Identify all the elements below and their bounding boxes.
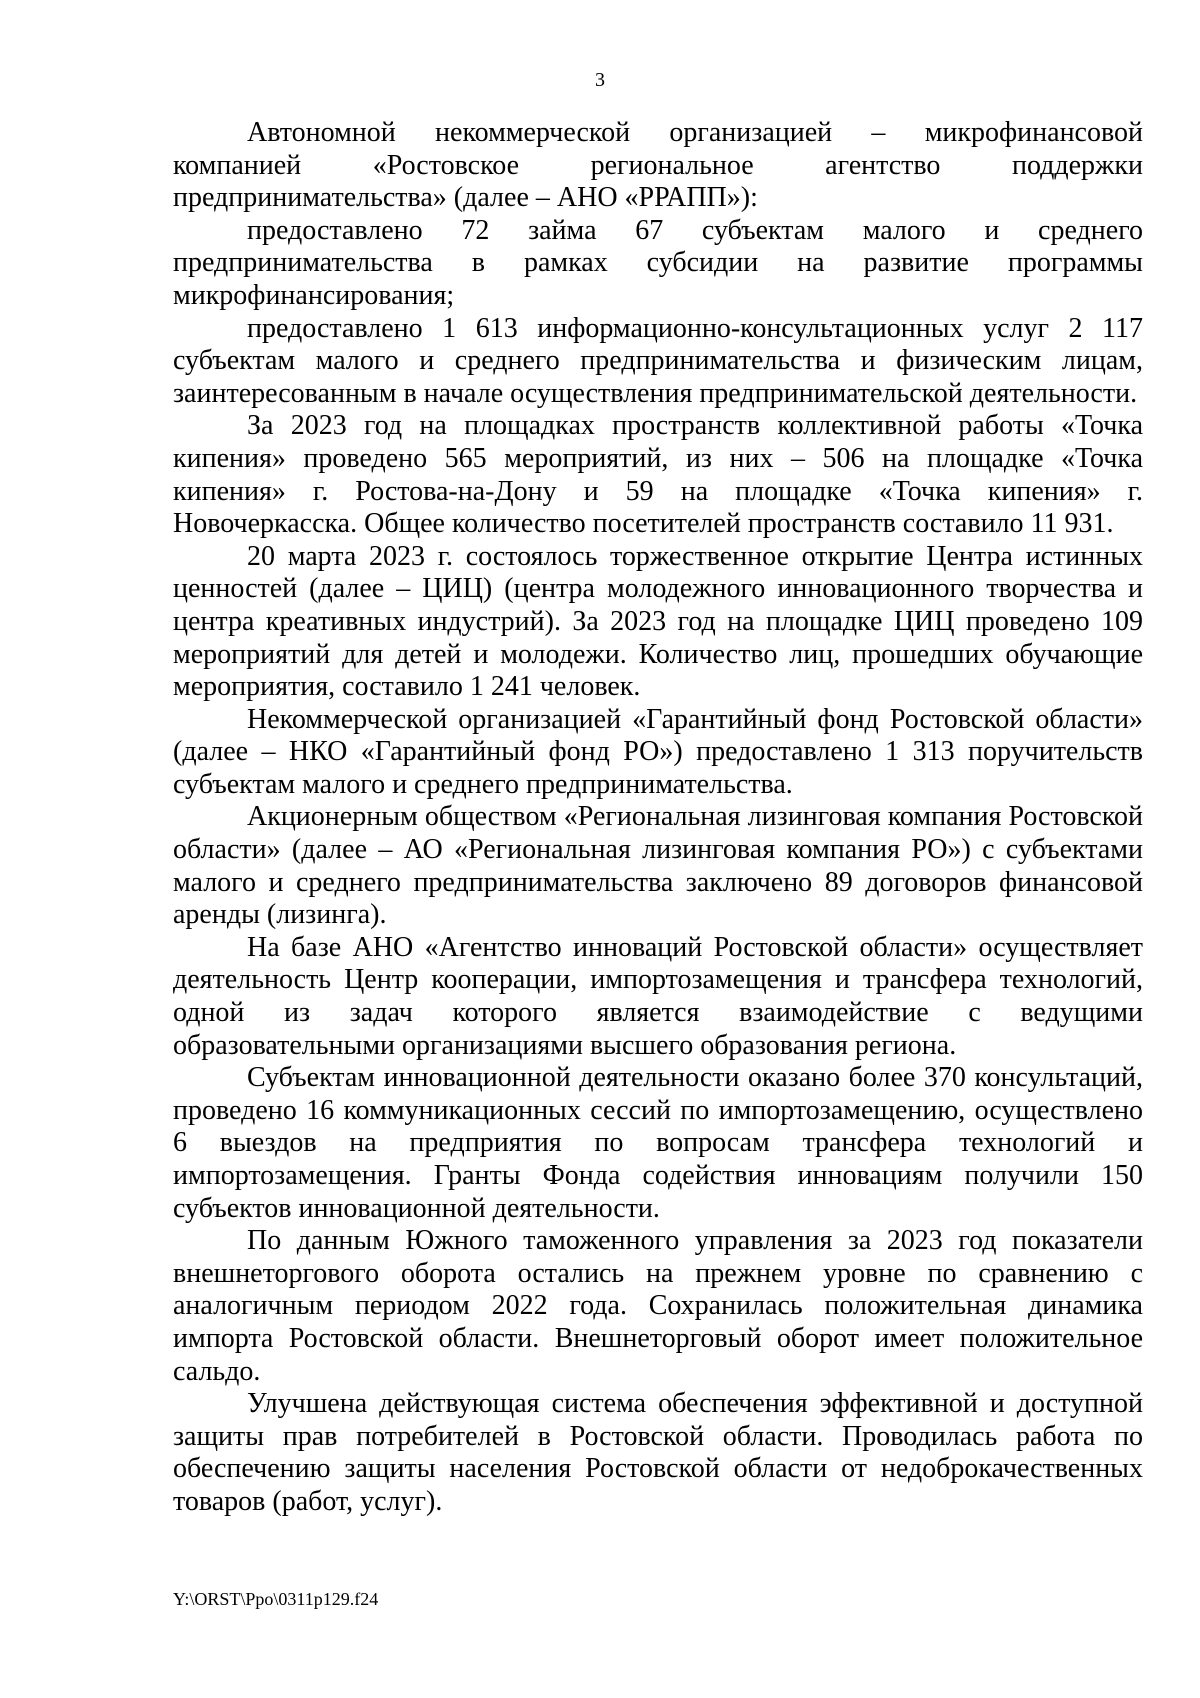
paragraph-loans: предоставлено 72 займа 67 субъектам малого и среднего предпринимательства в рамках субсидии на развитие программы микрофинансирования; — [173, 214, 1143, 311]
paragraph-foreign-trade: По данным Южного таможенного управления за 2023 год показатели внешнеторгового оборота остались на прежнем уровне по сравнению с аналогичным периодом 2022 года. Сохранилась положительная динамика импорта Ростовской области. Внешнеторговый оборот имеет положительное сальдо. — [173, 1225, 1143, 1387]
page-number: 3 — [595, 69, 605, 91]
paragraph-tochka-kipeniya: За 2023 год на площадках пространств коллективной работы «Точка кипения» проведено 565 мероприятий, из них – 506 на площадке «Точка кипения» г. Ростова-на-Дону и 59 на площадке «Точка кипения» г. Новочеркасска. Общее количество посетителей пространств составило 11 931. — [173, 410, 1143, 540]
paragraph-leasing-company: Акционерным обществом «Региональная лизинговая компания Ростовской области» (далее – АО «Региональная лизинговая компания РО») с субъектами малого и среднего предпринимательства заключено 89 договоров финансовой аренды (лизинга). — [173, 801, 1143, 931]
paragraph-innovation-consultations: Субъектам инновационной деятельности оказано более 370 консультаций, проведено 16 коммуникационных сессий по импортозамещению, осуществлено 6 выездов на предприятия по вопросам трансфера технологий и импортозамещения. Гранты Фонда содействия инновациям получили 150 субъектов инновационной деятельности. — [173, 1062, 1143, 1224]
paragraph-cic-opening: 20 марта 2023 г. состоялось торжественное открытие Центра истинных ценностей (далее – ЦИЦ) (центра молодежного инновационного творчества и центра креативных индустрий). За 2023 год на площадке ЦИЦ проведено 109 мероприятий для детей и молодежи. Количество лиц, прошедших обучающие мероприятия, составило 1 241 человек. — [173, 540, 1143, 703]
footer-file-path: Y:\ORST\Ppo\0311p129.f24 — [173, 1589, 379, 1609]
paragraph-consumer-protection: Улучшена действующая система обеспечения эффективной и доступной защиты прав потребителей в Ростовской области. Проводилась работа по обеспечению защиты населения Ростовской области от недоброкачественных товаров (работ, услуг). — [173, 1388, 1143, 1517]
paragraph-innovation-agency: На базе АНО «Агентство инноваций Ростовской области» осуществляет деятельность Центр кооперации, импортозамещения и трансфера технологий, одной из задач которого является взаимодействие с ведущими образовательными организациями высшего образования региона. — [173, 931, 1143, 1061]
document-body — [173, 117, 1143, 1519]
paragraph-consulting-services: предоставлено 1 613 информационно-консультационных услуг 2 117 субъектам малого и среднего предпринимательства и физическим лицам, заинтересованным в начале осуществления предпринимательской деятельности. — [173, 312, 1143, 409]
paragraph-rrapp-intro: Автономной некоммерческой организацией – микрофинансовой компанией «Ростовское региональное агентство поддержки предпринимательства» (далее – АНО «РРАПП»): — [173, 117, 1143, 214]
paragraph-guarantee-fund: Некоммерческой организацией «Гарантийный фонд Ростовской области» (далее – НКО «Гарантийный фонд РО») предоставлено 1 313 поручительств субъектам малого и среднего предпринимательства. — [173, 703, 1143, 800]
